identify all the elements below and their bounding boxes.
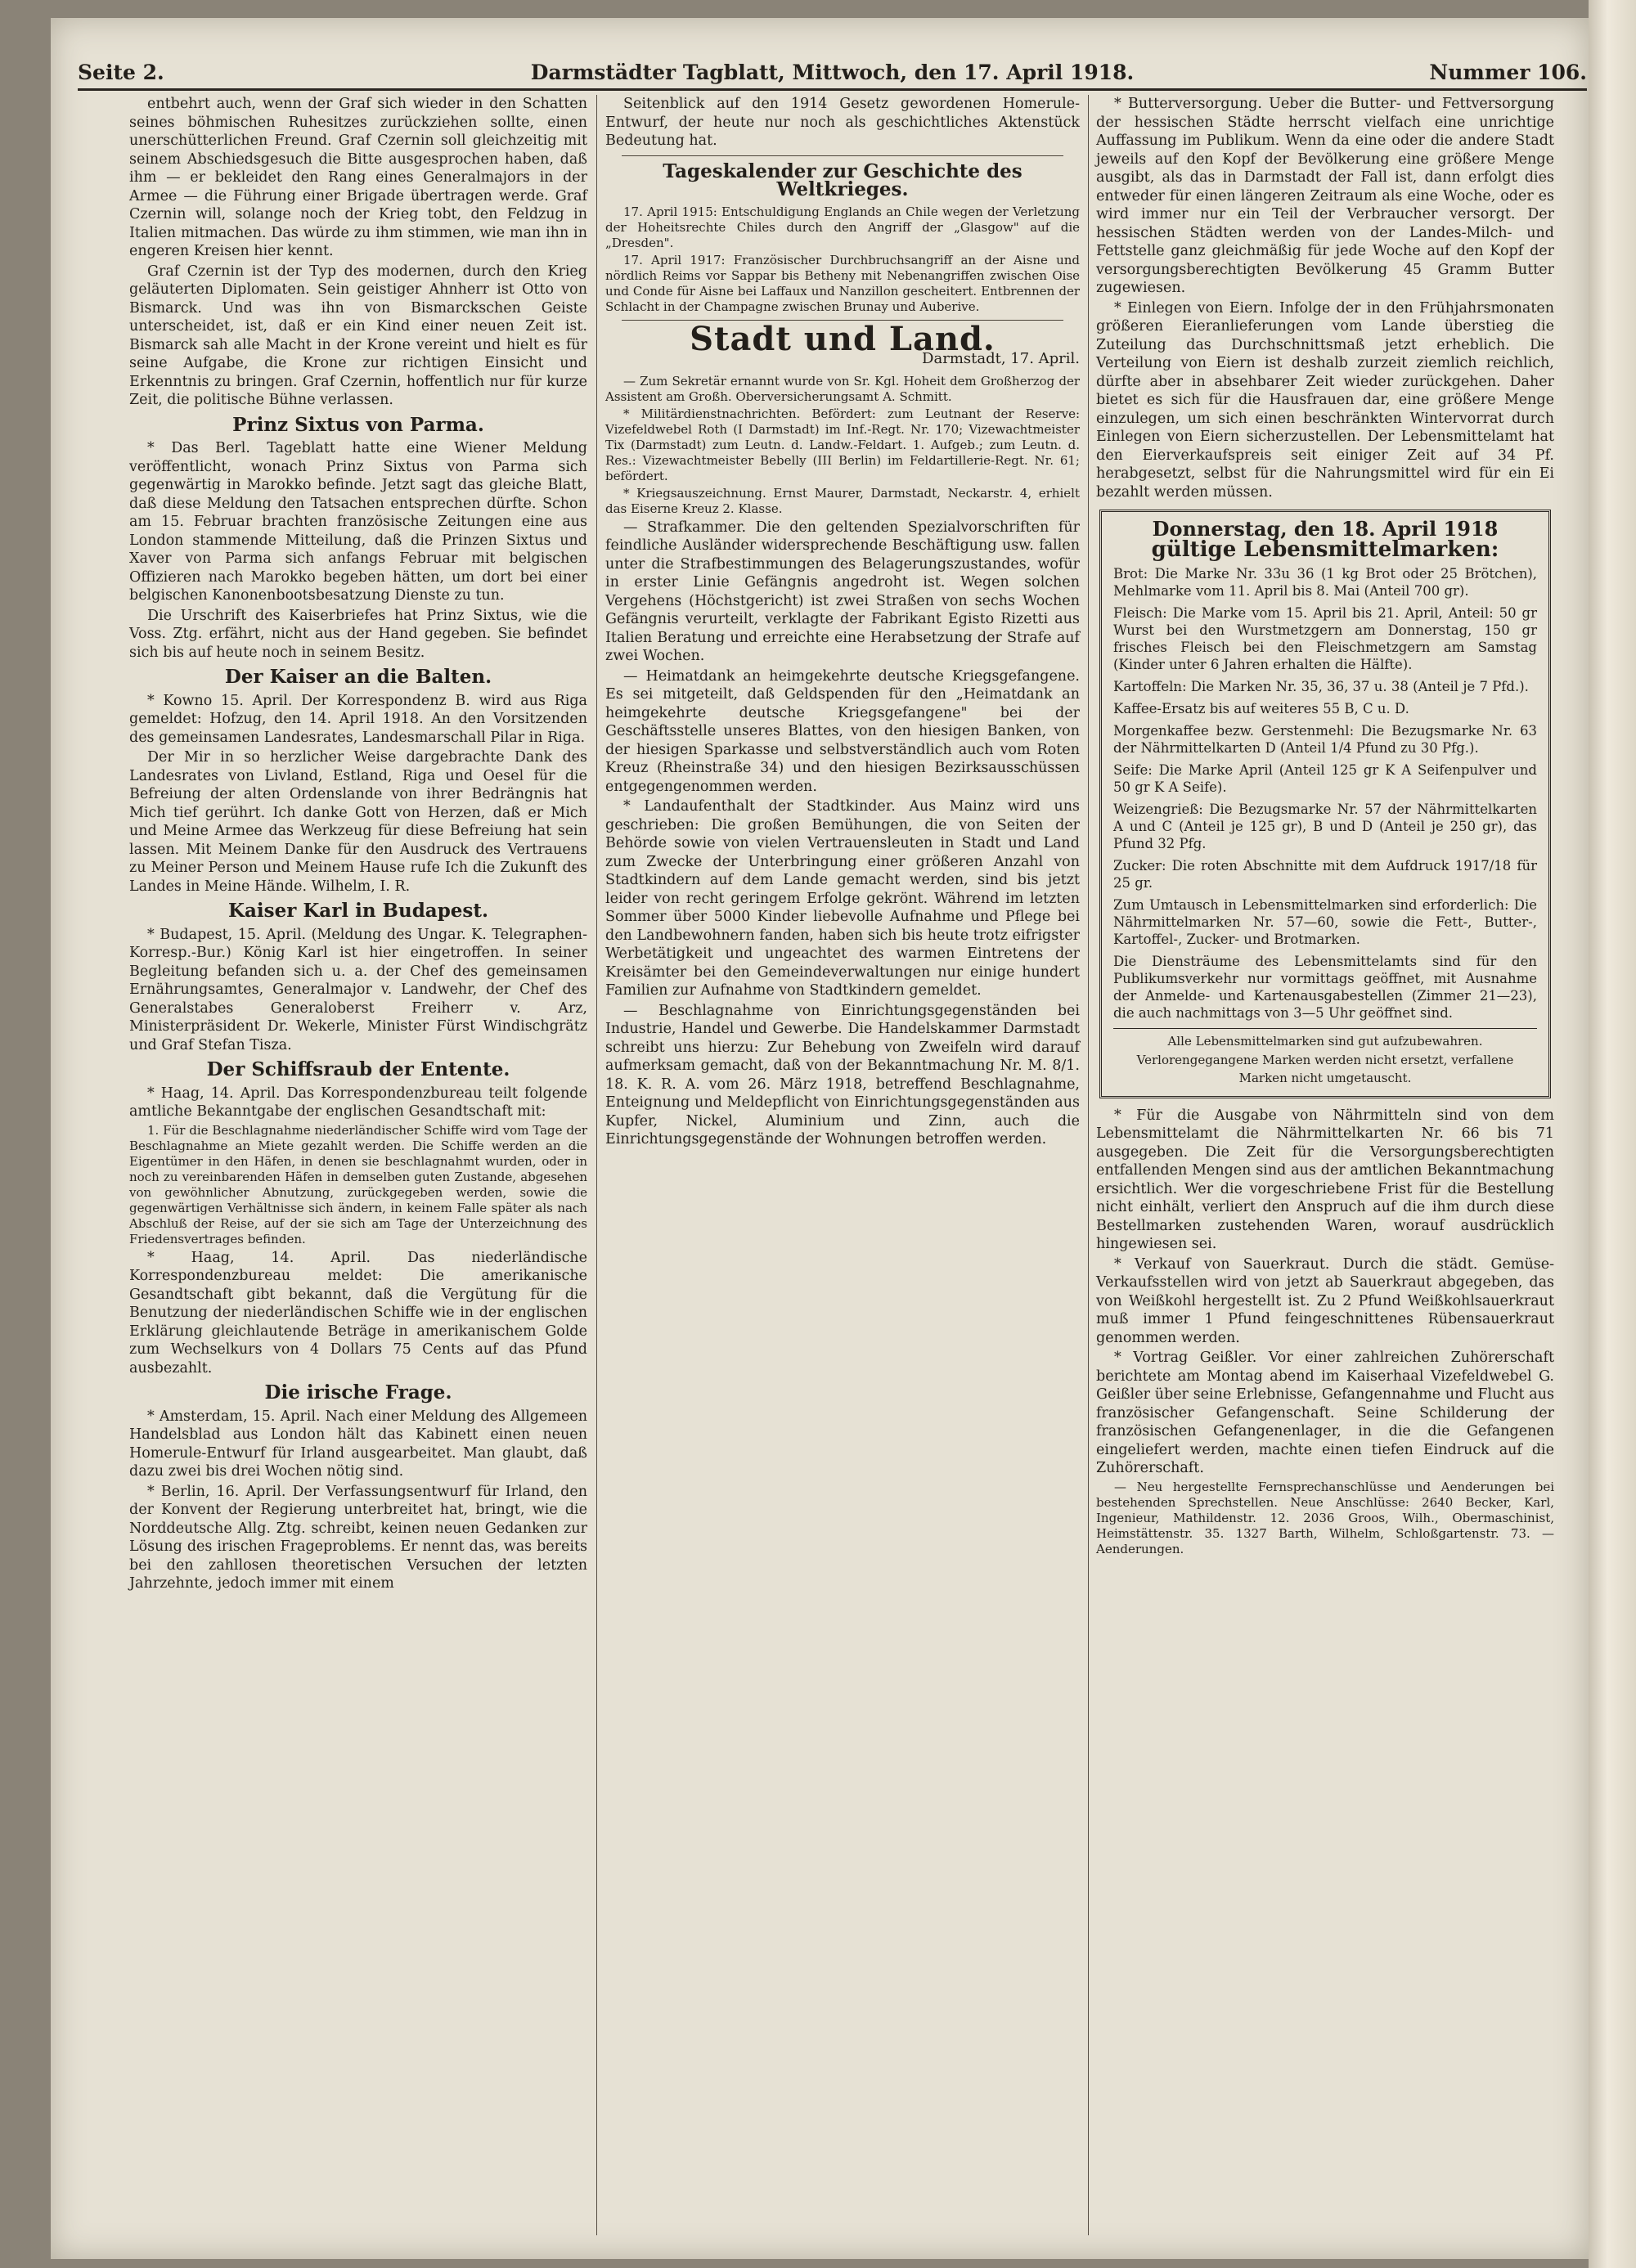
ration-stamps-box [1099,510,1551,1098]
column-3 [1096,95,1554,1559]
page-header [78,56,1587,91]
adjacent-page-edge [1589,0,1636,2268]
article-paragraph: * Kowno 15. April. Der Korrespondenz B. wird aus Riga gemeldet: Hofzug, den 14. April 1918. An den Vorsitzenden des gemeinsamen Landesrates, Landesmarschall Pilar in Riga. [129,692,587,746]
column-divider [596,95,597,2235]
section-heading: Der Kaiser an die Balten. [224,666,492,688]
article-paragraph: * Amsterdam, 15. April. Nach einer Meldung des Allgemeen Handelsblad aus London hält das Kabinett einen neuen Homerule-Entwurf für Irland ausgearbeitet. Man glaubt, daß dazu zwei bis drei Wochen nötig sind. [129,1408,587,1480]
news-item: * Vortrag Geißler. Vor einer zahlreichen Zuhörerschaft berichtete am Montag abend im Kaiserhaal Vizefeldwebel G. Geißler über seine Erlebnisse, Gefangennahme und Flucht aus französischer Gefangenschaft. Seine Schilderung der französischen Gefangenenlager, in die die Gefangenen eingeliefert werden, machte einen tiefen Eindruck auf die Zuhörerschaft. [1096,1350,1554,1476]
news-item: * Landaufenthalt der Stadtkinder. Aus Mainz wird uns geschrieben: Die großen Bemühungen, die von Seiten der Behörde sowie von vielen Vertrauensleuten in Stadt und Land zum Zwecke der Unterbringung einer größeren Anzahl von Stadtkindern auf dem Lande gemacht werden, sind bis jetzt leider von recht geringem Erfolge gekrönt. Während im letzten Sommer über 5000 Kinder liebevolle Aufnahme und Pflege bei den Landbewohnern fanden, haben sich bis heute trotz eifrigster Werbetätigkeit und ungeachtet des warmen Eintretens der Kreisämter bei den Gemeindeverwaltungen nur einige hundert Familien zur Aufnahme von Stadtkindern gemeldet. [605,798,1080,999]
ration-item: Fleisch: Die Marke vom 15. April bis 21. April, Anteil: 50 gr Wurst bei den Wurstmetzgern am Donnerstag, 150 gr frisches Fleisch bei den Fleischmetzgern am Samstag (Kinder unter 6 Jahren erhalten die Hälfte). [1113,605,1537,672]
rule [622,155,1063,156]
calendar-entry: 17. April 1915: Entschuldigung Englands an Chile wegen der Verletzung der Hoheitsrechte Chiles durch den Angriff der „Glasgow" auf die „Dresden". [605,204,1080,250]
article-paragraph: * Budapest, 15. April. (Meldung des Ungar. K. Telegraphen-Korresp.-Bur.) König Karl ist hier eingetroffen. In seiner Begleitung befanden sich u. a. der Chef des gemeinsamen Ernährungsamtes, Generalmajor v. Landwehr, der Chef des Generalstabes Generaloberst Freiherr v. Arz, Ministerpräsident Dr. Wekerle, Minister Fürst Windischgrätz und Graf Stefan Tisza. [129,926,587,1053]
ration-item: Kaffee-Ersatz bis auf weiteres 55 B, C u. D. [1113,701,1409,716]
article-paragraph: Graf Czernin ist der Typ des modernen, durch den Krieg geläuterten Diplomaten. Sein geistiger Ahnherr ist Otto von Bismarck. Und was ihn von Bismarckschen Geiste unterscheidet, ist, daß er ein Kind einer neuen Zeit ist. Bismarck sah alle Macht in der Krone vereint und hielt es für seine Aufgabe, die Krone zur richtigen Einsicht und Erkenntnis zu bringen. Graf Czernin, hoffentlich nur für kurze Zeit, die politische Bühne verlassen. [129,263,587,408]
column-2 [605,95,1080,1151]
ration-item: Zucker: Die roten Abschnitte mit dem Aufdruck 1917/18 für 25 gr. [1113,858,1537,891]
page-number-label: Seite 2. [78,61,164,84]
ration-item: Zum Umtausch in Lebensmittelmarken sind erforderlich: Die Nährmittelmarken Nr. 57—60, sowie die Fett-, Butter-, Kartoffel-, Zucker- und Brotmarken. [1113,897,1537,947]
ration-item: Morgenkaffee bezw. Gerstenmehl: Die Bezugsmarke Nr. 63 der Nährmittelkarten D (Anteil 1/4 Pfund zu 30 Pfg.). [1113,723,1537,756]
article-paragraph: entbehrt auch, wenn der Graf sich wieder in den Schatten seines böhmischen Ruhesitzes zurückziehen sollte, einen unerschütterlichen Freund. Graf Czernin soll gleichzeitig mit seinem Abschiedsgesuch die Bitte ausgesprochen haben, daß ihm — er bekleidet den Rang eines Generalmajors in der Armee — die Führung einer Brigade übertragen werde. Graf Czernin will, solange noch der Krieg tobt, den Feldzug in Italien mitmachen. Das würde zu ihm stimmen, wie man ihn in engeren Kreisen hier kennt. [129,96,587,259]
column-1 [129,95,587,1595]
article-paragraph: Seitenblick auf den 1914 Gesetz gewordenen Homerule-Entwurf, der heute nur noch als geschichtliches Aktenstück Bedeutung hat. [605,96,1080,149]
issue-number: Nummer 106. [1429,61,1587,84]
box-title: gültige Lebensmittelmarken: [1151,537,1499,562]
news-item: * Für die Ausgabe von Nährmitteln sind von dem Lebensmittelamt die Nährmittelkarten Nr. 66 bis 71 ausgegeben. Die Zeit für die Versorgungsberechtigten entfallenden Mengen sind aus der amtlichen Bekanntmachung ersichtlich. Wer die vorgeschriebene Frist für die Bestellung nicht einhält, verliert den Anspruch auf die ihm durch diese Bestellmarken zustehenden Waren, worauf ausdrücklich hingewiesen sei. [1096,1107,1554,1252]
ration-item: Die Diensträume des Lebensmittelamts sind für den Publikumsverkehr nur vormittags geöffnet, mit Ausnahme der Anmelde- und Kartenausgabestellen (Zimmer 21—23), die auch nachmittags von 3—5 Uhr geöffnet sind. [1113,954,1537,1021]
news-item: — Zum Sekretär ernannt wurde von Sr. Kgl. Hoheit dem Großherzog der Assistent am Großh. Oberversicherungsamt A. Schmitt. [605,373,1080,404]
article-paragraph: 1. Für die Beschlagnahme niederländischer Schiffe wird vom Tage der Beschlagnahme an Miete gezahlt werden. Die Schiffe werden an die Eigentümer in den Häfen, in denen sie beschlagnahmt wurden, oder in noch zu vereinbarenden Häfen in demselben guten Zustande, abgesehen von gewöhnlicher Abnutzung, zurückgegeben werden, sowie die gegenwärtigen Verhältnisse sich ändern, in keinem Falle später als nach Abschluß der Reise, auf der sie sich am Tage der Unterzeichnung des Friedensvertrages befinden. [129,1122,587,1246]
article-paragraph: Die Urschrift des Kaiserbriefes hat Prinz Sixtus, wie die Voss. Ztg. erfährt, nicht aus der Hand gegeben. Sie befindet sich bis auf heute noch in seinem Besitz. [129,607,587,661]
calendar-entry: 17. April 1917: Französischer Durchbruchsangriff an der Aisne und nördlich Reims vor Sappar bis Betheny mit Nebenangriffen zwischen Oise und Conde für Aisne bei Laffaux und Nanzillon gescheitert. Entbrennen der Schlacht in der Champagne zwischen Brunay und Auberive. [605,252,1080,314]
news-item: * Butterversorgung. Ueber die Butter- und Fettversorgung der hessischen Städte herrscht vielfach eine unrichtige Auffassung im Publikum. Wenn da eine oder die andere Stadt jeweils auf den Kopf der Bevölkerung eine größere Menge ausgibt, als das in Darmstadt der Fall ist, dann erfolgt dies entweder für einen längeren Zeitraum als eine Woche, oder es wird immer nur ein Teil der Verbraucher versorgt. Der hessischen Städten werden von der Landes-Milch- und Fettstelle ganz gleichmäßig für jede Woche auf den Kopf der versorgungsberechtigten Bevölkerung 45 Gramm Butter zugewiesen. [1096,96,1554,296]
ration-item: Weizengrieß: Die Bezugsmarke Nr. 57 der Nährmittelkarten A und C (Anteil je 125 gr), B und D (Anteil je 250 gr), das Pfund 32 Pfg. [1113,802,1537,851]
news-item: — Neu hergestellte Fernsprechanschlüsse und Aenderungen bei bestehenden Sprechstellen. Neue Anschlüsse: 2640 Becker, Karl, Ingenieur, Mathildenstr. 12. 2036 Groos, Wilh., Obermaschinist, Heimstättenstr. 35. 1327 Barth, Wilhelm, Schloßgartenstr. 73. — Aenderungen. [1096,1479,1554,1556]
news-item: — Heimatdank an heimgekehrte deutsche Kriegsgefangene. Es sei mitgeteilt, daß Geldspenden für den „Heimatdank an heimgekehrte deutsche Kriegsgefangene" bei der Geschäftsstelle unseres Blattes, von den hiesigen Banken, von der hiesigen Sparkasse und selbstverständlich auch vom Roten Kreuz (Rheinstraße 34) und den hiesigen Bezirksausschüssen entgegengenommen werden. [605,667,1080,795]
column-divider [1088,95,1089,2235]
calendar-heading: Tageskalender zur Geschichte des Weltkrieges. [663,159,1022,200]
article-paragraph: * Haag, 14. April. Das Korrespondenzbureau teilt folgende amtliche Bekanntgabe der englischen Gesandtschaft mit: [129,1085,587,1120]
section-heading: Stadt und Land. [690,319,996,358]
article-paragraph: * Haag, 14. April. Das niederländische Korrespondenzbureau meldet: Die amerikanische Gesandtschaft gibt bekannt, daß die Vergütung für die Benutzung der niederländischen Schiffe wie in der englischen Erklärung gleichlautende Beträge in amerikanischem Golde zum Wechselkurs von 4 Dollars 75 Cents auf das Pfund ausbezahlt. [129,1249,587,1377]
news-item: * Militärdienstnachrichten. Befördert: zum Leutnant der Reserve: Vizefeldwebel Roth (I Darmstadt) im Inf.-Regt. Nr. 170; Vizewachtmeister Tix (Darmstadt) zum Leutn. d. Landw.-Feldart. 1. Aufgeb.; zum Leutn. d. Res.: Vizewachtmeister Bebelly (III Berlin) im Feldartillerie-Regt. Nr. 61; befördert. [605,406,1080,483]
box-note: Alle Lebensmittelmarken sind gut aufzubewahren. Verlorengegangene Marken werden nicht ersetzt, verfallene Marken nicht umgetauscht. [1113,1028,1537,1088]
section-heading: Die irische Frage. [264,1381,452,1403]
news-item: — Beschlagnahme von Einrichtungsgegenständen bei Industrie, Handel und Gewerbe. Die Handelskammer Darmstadt schreibt uns hierzu: Zur Behebung von Zweifeln wird darauf aufmerksam gemacht, daß von der Bekanntmachung Nr. M. 8/1. 18. K. R. A. vom 26. März 1918, betreffend Beschlagnahme, Enteignung und Meldepflicht von Einrichtungsgegenständen aus Kupfer, Nickel, Aluminium und Zinn, auch die Einrichtungsgegenstände der Wohnungen betroffen werden. [605,1002,1080,1147]
section-heading: Prinz Sixtus von Parma. [232,413,484,436]
section-heading: Der Schiffsraub der Entente. [206,1058,510,1080]
news-item: * Kriegsauszeichnung. Ernst Maurer, Darmstadt, Neckarstr. 4, erhielt das Eiserne Kreuz 2. Klasse. [605,485,1080,516]
dateline: Darmstadt, 17. April. [922,350,1080,367]
article-paragraph: * Berlin, 16. April. Der Verfassungsentwurf für Irland, den der Konvent der Regierung unterbreitet hat, bringt, wie die Norddeutsche Allg. Ztg. schreibt, keinen neuen Gedanken zur Lösung des irischen Frageproblems. Er nennt das, was bereits bei den zahllosen theoretischen Versuchen der letzten Jahrzehnte, jedoch immer mit einem [129,1483,587,1592]
news-item: * Verkauf von Sauerkraut. Durch die städt. Gemüse-Verkaufsstellen wird von jetzt ab Sauerkraut abgegeben, das von Weißkohl hergestellt ist. Zu 2 Pfund Weißkohlsauerkraut muß immer 1 Pfund feingeschnittenes Rübensauerkraut genommen werden. [1096,1255,1554,1346]
article-paragraph: Der Mir in so herzlicher Weise dargebrachte Dank des Landesrates von Livland, Estland, Riga und Oesel für die Befreiung der alten Ordenslande von ihrer Bedrängnis hat Mich tief gerührt. Ich danke Gott von Herzen, daß er Mich und Meine Armee das Werkzeug für diese Befreiung hat sein lassen. Mit Meinem Danke für den Ausdruck des Vertrauens zu Meiner Person und Meinem Hause rufe Ich die Zukunft des Landes in Meine Hände. Wilhelm, I. R. [129,749,587,895]
box-day: Donnerstag, den 18. April 1918 [1152,517,1499,541]
ration-item: Brot: Die Marke Nr. 33u 36 (1 kg Brot oder 25 Brötchen), Mehlmarke vom 11. April bis 8. Mai (Anteil 700 gr). [1113,566,1537,599]
article-paragraph: * Das Berl. Tageblatt hatte eine Wiener Meldung veröffentlicht, wonach Prinz Sixtus von Parma sich gegenwärtig in Marokko befinde. Jetzt sagt das gleiche Blatt, daß diese Meldung den Tatsachen entsprechen dürfte. Schon am 15. Februar brachten französische Zeitungen eine aus London stammende Mitteilung, daß die Prinzen Sixtus und Xaver von Parma sich anfangs Februar mit belgischen Offizieren nach Marokko begeben hätten, um dort bei einer belgischen Kanonenbootsbesatzung Dienste zu tun. [129,440,587,604]
news-item: * Einlegen von Eiern. Infolge der in den Frühjahrsmonaten größeren Eieranlieferungen vom Lande überstieg die Zuteilung das Durchschnittsmaß jetzt erheblich. Die Verteilung von Eiern ist deshalb zurzeit ziemlich reichlich, dürfte aber in absehbarer Zeit wieder zurückgehen. Daher bietet es sich für die Hausfrauen dar, eine größere Menge einzulegen, um sich einen beschränkten Wintervorrat durch Einlegen von Eiern sicherzustellen. Der Lebensmittelamt hat den Eierverkaufspreis seit einiger Zeit auf 34 Pf. herabgesetzt, selbst für die Nahrungsmittel wird für ein Ei bezahlt werden müssen. [1096,299,1554,501]
ration-item: Seife: Die Marke April (Anteil 125 gr K A Seifenpulver und 50 gr K A Seife). [1113,762,1537,795]
news-item: — Strafkammer. Die den geltenden Spezialvorschriften für feindliche Ausländer widersprechende Beschäftigung usw. fallen unter die Strafbestimmungen des Belagerungszustandes, wofür in erster Linie Gefängnis angedroht ist. Wegen solchen Vergehens (Höchstgericht) ist zwei Straßen von sechs Wochen Gefängnis verurteilt, verklagte der Fabrikant Egisto Rizetti aus Italien Beratung und erreichte eine Herabsetzung der Strafe auf zwei Wochen. [605,519,1080,664]
section-heading: Kaiser Karl in Budapest. [227,900,488,922]
ration-item: Kartoffeln: Die Marken Nr. 35, 36, 37 u. 38 (Anteil je 7 Pfd.). [1113,679,1529,694]
masthead: Darmstädter Tagblatt, Mittwoch, den 17. April 1918. [530,61,1135,84]
